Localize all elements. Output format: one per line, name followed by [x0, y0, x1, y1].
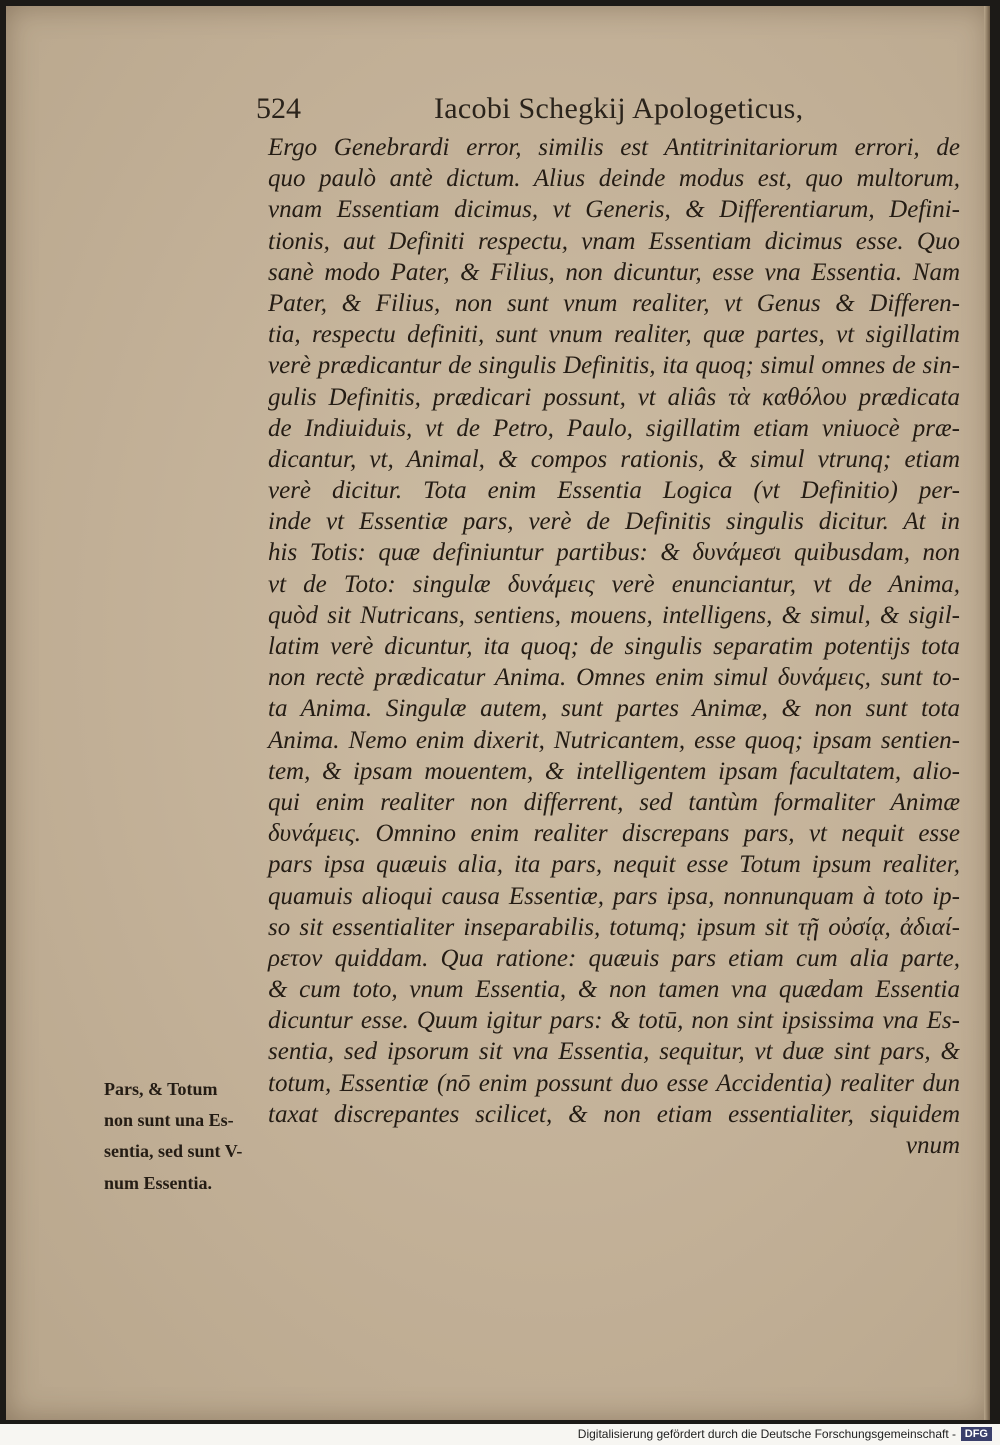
running-head — [256, 92, 816, 132]
body-text — [268, 132, 960, 1161]
dfg-logo: DFG — [961, 1427, 992, 1441]
text-line: tionis, aut Definiti respectu, vnam Essentiam dicimus esse. Quo — [268, 227, 960, 255]
text-line: & cum toto, vnum Essentia, & non tamen vna quædam Essentia — [268, 976, 960, 1004]
margin-note-line: non sunt una Es- — [104, 1110, 234, 1131]
text-line: δυνάμεις. Omnino enim realiter discrepans pars, vt nequit esse — [268, 820, 960, 848]
text-line: de Indiuiduis, vt de Petro, Paulo, sigillatim etiam vniuocè præ- — [268, 414, 960, 442]
text-line: non rectè prædicatur Anima. Omnes enim simul δυνάμεις, sunt to- — [268, 664, 960, 692]
text-line: vt de Toto: singulæ δυνάμεις verè enunciantur, vt de Anima, — [268, 570, 960, 598]
text-line: verè prædicantur de singulis Definitis, ita quoq; simul omnes de sin- — [268, 352, 960, 380]
text-line: ρετον quiddam. Qua ratione: quæuis pars etiam cum alia parte, — [268, 944, 960, 972]
text-line: quamuis alioqui causa Essentiæ, pars ipsa, nonnunquam à toto ip- — [268, 882, 960, 910]
text-line: sanè modo Pater, & Filius, non dicuntur, esse vna Essentia. Nam — [268, 258, 960, 286]
page-edge — [984, 6, 990, 1420]
text-line: Ergo Genebrardi error, similis est Antitrinitariorum errori, de — [268, 134, 960, 161]
book-page — [6, 6, 990, 1420]
text-line: gulis Definitis, prædicari possunt, vt aliâs τὰ καθόλου prædicata — [268, 383, 960, 411]
margin-note — [104, 1074, 264, 1199]
text-line: taxat discrepantes scilicet, & non etiam essentialiter, siquidem — [268, 1100, 960, 1128]
margin-note-line: num Essentia. — [104, 1172, 213, 1193]
text-line: dicantur, vt, Animal, & compos rationis, & simul vtrunq; etiam — [268, 445, 960, 473]
text-line: tem, & ipsam mouentem, & intelligentem ipsam facultatem, alio- — [268, 757, 960, 785]
text-line: qui enim realiter non differrent, sed tantùm formaliter Animæ — [268, 788, 960, 816]
margin-note-line: sentia, sed sunt V- — [104, 1141, 243, 1162]
text-line: so sit essentialiter inseparabilis, totumq; ipsum sit τῇ οὐσίᾳ, ἀδιαί- — [268, 913, 960, 941]
text-line: pars ipsa quæuis alia, ita pars, nequit esse Totum ipsum realiter, — [268, 851, 960, 879]
text-line: ta Anima. Singulæ autem, sunt partes Animæ, & non sunt tota — [268, 695, 960, 723]
margin-note-line: Pars, & Totum — [104, 1079, 218, 1099]
text-line: verè dicitur. Tota enim Essentia Logica (vt Definitio) per- — [268, 477, 960, 505]
funding-credit: Digitalisierung gefördert durch die Deutsche Forschungsgemeinschaft - — [577, 1427, 956, 1441]
text-line: Pater, & Filius, non sunt vnum realiter, vt Genus & Differen- — [268, 289, 960, 317]
text-line: sentia, sed ipsorum sit vna Essentia, sequitur, vt duæ sint pars, & — [268, 1038, 960, 1066]
catchword: vnum — [905, 1132, 960, 1159]
running-title: Iacobi Schegkij Apologeticus, — [434, 92, 804, 125]
text-line: his Totis: quæ definiuntur partibus: & δυνάμεσι quibusdam, non — [268, 539, 960, 567]
text-line: quòd sit Nutricans, sentiens, mouens, intelligens, & simul, & sigil- — [268, 601, 960, 629]
text-line: Anima. Nemo enim dixerit, Nutricantem, esse quoq; ipsam sentien- — [268, 726, 960, 754]
footer-bar — [0, 1424, 1000, 1445]
text-line: quo paulò antè dictum. Alius deinde modus est, quo multorum, — [268, 165, 960, 193]
text-line: latim verè dicuntur, ita quoq; de singulis separatim potentijs tota — [268, 633, 960, 660]
text-line: dicuntur esse. Quum igitur pars: & totū, non sint ipsissima vna Es- — [268, 1007, 960, 1035]
text-line: vnam Essentiam dicimus, vt Generis, & Differentiarum, Defini- — [268, 196, 960, 224]
text-line: inde vt Essentiæ pars, verè de Definitis singulis dicitur. At in — [268, 508, 960, 536]
page-number: 524 — [256, 92, 301, 125]
text-line: totum, Essentiæ (nō enim possunt duo esse Accidentia) realiter dun — [268, 1069, 960, 1097]
text-line: tia, respectu definiti, sunt vnum realiter, quæ partes, vt sigillatim — [268, 321, 960, 349]
